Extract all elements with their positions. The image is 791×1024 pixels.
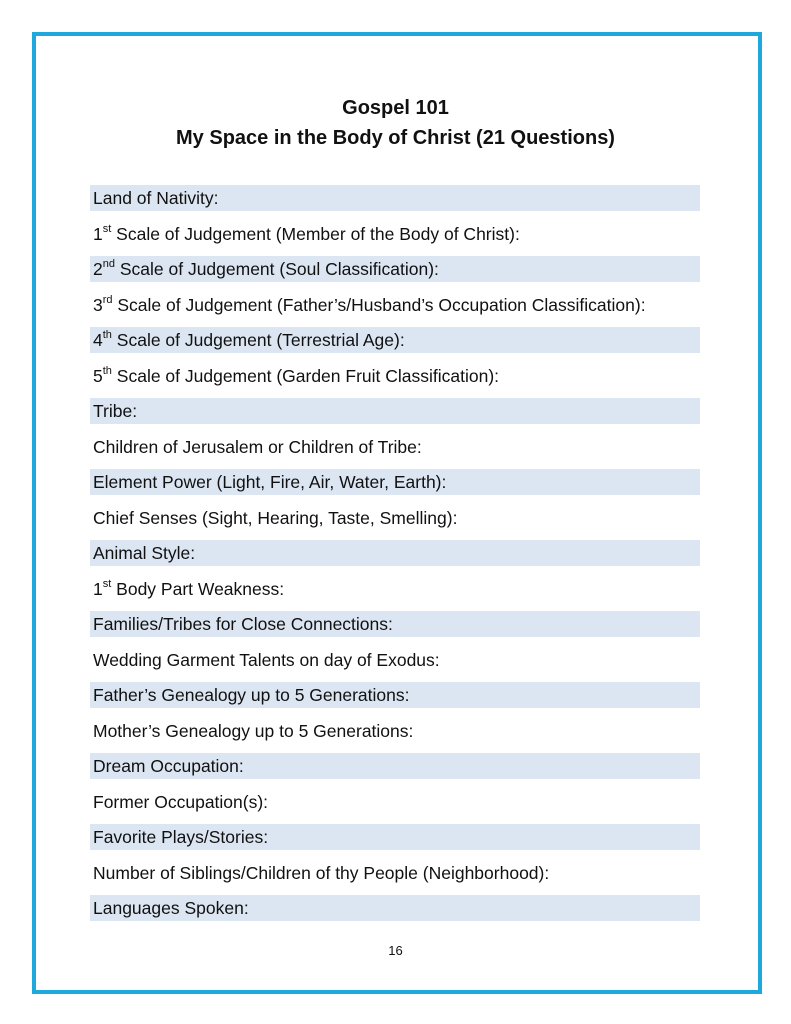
question-row: Favorite Plays/Stories: (90, 824, 700, 850)
question-row: Languages Spoken: (90, 895, 700, 921)
question-row: Element Power (Light, Fire, Air, Water, Earth): (90, 469, 700, 495)
question-row: 3rd Scale of Judgement (Father’s/Husband’s Occupation Classification): (93, 293, 646, 315)
question-row: Chief Senses (Sight, Hearing, Taste, Smelling): (93, 507, 458, 528)
question-row: Dream Occupation: (90, 753, 700, 779)
question-row: Tribe: (90, 398, 700, 424)
question-row: Wedding Garment Talents on day of Exodus: (93, 649, 440, 670)
document-subtitle: My Space in the Body of Christ (21 Questions) (176, 127, 615, 149)
question-row: 4th Scale of Judgement (Terrestrial Age): (90, 327, 700, 353)
questions-list (90, 185, 700, 931)
question-row: Children of Jerusalem or Children of Tribe: (93, 436, 422, 457)
document-title: Gospel 101 (342, 97, 449, 119)
question-row: 5th Scale of Judgement (Garden Fruit Classification): (93, 364, 500, 386)
question-row: Families/Tribes for Close Connections: (90, 611, 700, 637)
question-row: Number of Siblings/Children of thy People (Neighborhood): (93, 862, 550, 883)
page-number: 16 (388, 943, 403, 958)
question-row: Father’s Genealogy up to 5 Generations: (90, 682, 700, 708)
question-row: Animal Style: (90, 540, 700, 566)
question-row: Former Occupation(s): (93, 791, 269, 812)
question-row: 2nd Scale of Judgement (Soul Classification): (90, 256, 700, 282)
question-row: Mother’s Genealogy up to 5 Generations: (93, 720, 414, 741)
question-row: Land of Nativity: (90, 185, 700, 211)
question-row: 1st Scale of Judgement (Member of the Body of Christ): (93, 222, 520, 244)
question-row: 1st Body Part Weakness: (93, 577, 285, 599)
